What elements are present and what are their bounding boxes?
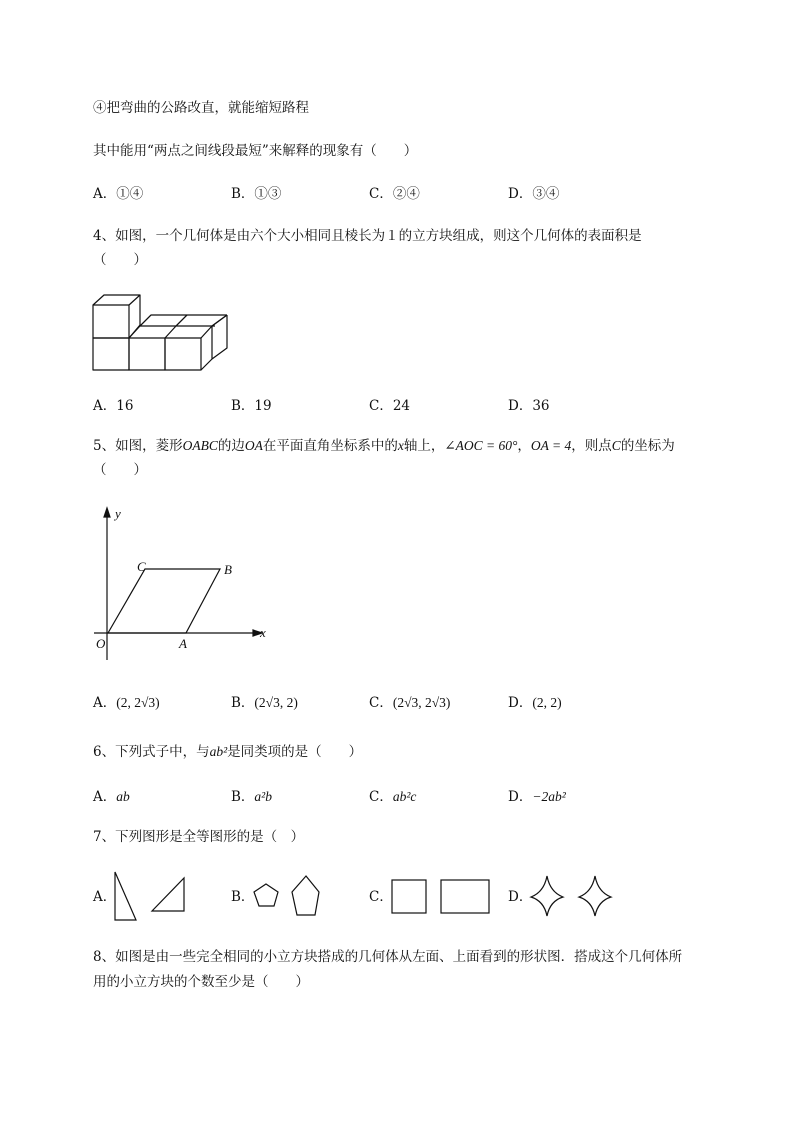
question-5-paren: （ ） [93, 462, 147, 478]
rectangle-shape [441, 880, 489, 913]
option-value: ab²c [392, 789, 417, 804]
option-value: −2ab² [532, 789, 566, 804]
question-4-text: 4、如图，一个几何体是由六个大小相同且棱长为１的立方块组成，则这个几何体的表面积是 [93, 228, 642, 244]
q7-option-b[interactable]: B． [231, 889, 255, 905]
label-point-c: C [137, 559, 146, 574]
label-point-b: B [224, 562, 232, 577]
q5-math-c: C [611, 438, 621, 453]
option-value: (2√3, 2√3) [392, 695, 451, 710]
option-value: a²b [254, 789, 272, 804]
q5-text-part: 轴上， [403, 438, 445, 454]
q5-text-part: ，则点 [571, 438, 612, 454]
option-letter: A． [93, 695, 117, 711]
option-letter: B． [231, 789, 255, 805]
q5-text-part: 在平面直角坐标系中的 [262, 438, 398, 454]
q5-math-oa: OA [244, 438, 263, 453]
q6-text-part: 是同类项的是（ ） [227, 744, 363, 760]
question-8-text: 8、如图是由一些完全相同的小立方块搭成的几何体从左面、上面看到的形状图．搭成这个几何体所 [93, 949, 683, 965]
q5-text-part: 的边 [217, 438, 245, 454]
q7-option-a[interactable]: A． [93, 889, 117, 905]
q6-text-part: 6、下列式子中，与 [93, 744, 210, 760]
option-value: (2, 2) [532, 695, 562, 710]
q4-option-d[interactable]: D．36 [508, 398, 550, 414]
q5-text-part: ， [517, 438, 531, 454]
option-letter: D． [508, 789, 533, 805]
question-4-paren: （ ） [93, 252, 147, 268]
option-value: (2√3, 2) [254, 695, 298, 710]
option-letter: C． [369, 695, 393, 711]
q5-math-x: x [397, 438, 404, 453]
q3-option-d[interactable]: D．③④ [508, 186, 560, 202]
q3-option-b[interactable]: B．①③ [231, 186, 282, 202]
q5-math-oabc: OABC [182, 438, 218, 453]
option-letter: D． [508, 695, 533, 711]
q5-text-part: 5、如图，菱形 [93, 438, 183, 454]
option-letter: C． [369, 789, 393, 805]
q5-math-angle: ∠AOC = 60° [444, 438, 518, 453]
q5-text-part: 的坐标为 [620, 438, 675, 454]
large-pentagon-shape [292, 876, 319, 915]
q3-option-a[interactable]: A．①④ [93, 186, 144, 202]
option-value: (2, 2√3) [116, 695, 160, 710]
q3-option-c[interactable]: C．②④ [369, 186, 420, 202]
q7-option-d[interactable]: D． [508, 889, 533, 905]
small-pentagon-shape [254, 884, 278, 906]
q6-math-term: ab² [209, 744, 228, 759]
option-value: ab [116, 789, 130, 804]
label-y-axis: y [115, 506, 121, 521]
q4-option-b[interactable]: B．19 [231, 398, 272, 414]
question-7-text: 7、下列图形是全等图形的是（ ） [93, 829, 305, 845]
q5-math-length: OA = 4 [530, 438, 572, 453]
question-8-text-cont: 用的小立方块的个数至少是（ ） [93, 974, 309, 990]
label-origin: O [96, 636, 106, 651]
q4-option-a[interactable]: A．16 [93, 398, 134, 414]
star-shape-left [531, 876, 563, 916]
tall-triangle-shape [115, 872, 136, 920]
square-shape [392, 880, 426, 913]
q4-option-c[interactable]: C．24 [369, 398, 411, 414]
star-shape-right [579, 876, 611, 916]
wide-triangle-shape [152, 878, 184, 911]
label-x-axis: x [260, 625, 266, 640]
option-letter: A． [93, 789, 117, 805]
label-point-a: A [179, 636, 187, 651]
q7-option-c[interactable]: C． [369, 889, 393, 905]
option-letter: B． [231, 695, 255, 711]
question-3-prompt: 其中能用“两点之间线段最短”来解释的现象有（ ） [93, 143, 418, 159]
statement-4: ④把弯曲的公路改直，就能缩短路程 [93, 100, 309, 116]
